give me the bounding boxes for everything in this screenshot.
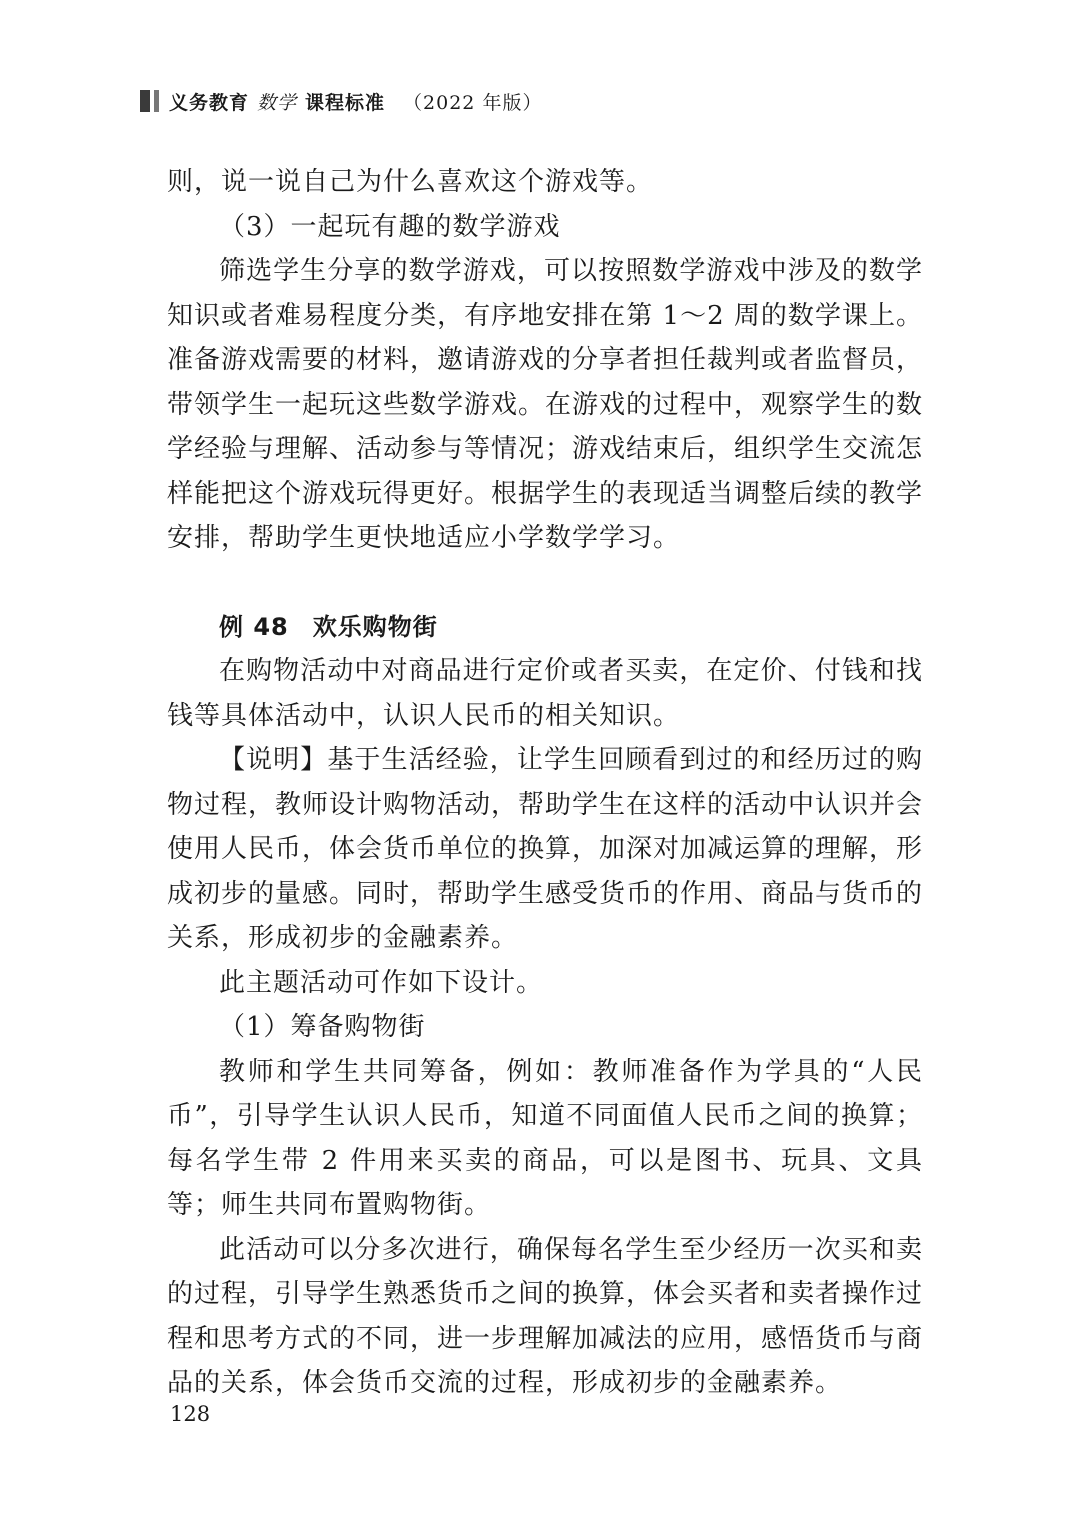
header-title-part2: 数学: [257, 91, 298, 114]
item-3-heading: （3）一起玩有趣的数学游戏: [219, 211, 561, 242]
item-1-paragraph: 教师和学生共同筹备，例如：教师准备作为学具的“人民币”，引导学生认识人民币，知道不同面值人民币之间的换算；每名学生带 2 件用来买卖的商品，可以是图书、玩具、文具等；师生共同布置购物街。: [167, 1056, 923, 1220]
note-label: 【说明】: [219, 745, 328, 775]
header-title-part1: 义务教育: [169, 91, 250, 114]
design-intro: 此主题活动可作如下设计。: [219, 967, 544, 998]
example-note: [167, 738, 923, 961]
example-intro: 在购物活动中对商品进行定价或者买卖，在定价、付钱和找钱等具体活动中，认识人民币的相关知识。: [167, 656, 923, 731]
header-title-part3: 课程标准: [305, 91, 386, 114]
header-bar-icon: [140, 90, 159, 112]
running-header: [140, 86, 542, 116]
continuation-paragraph: 则，说一说自己为什么喜欢这个游戏等。: [167, 167, 654, 197]
example-heading: [167, 605, 923, 650]
example-number: 例 48: [219, 612, 289, 641]
page-number: 128: [170, 1402, 211, 1426]
example-title: 欢乐购物街: [312, 612, 438, 641]
item-3-paragraph: 筛选学生分享的数学游戏，可以按照数学游戏中涉及的数学知识或者难易程度分类，有序地安排在第 1～2 周的数学课上。准备游戏需要的材料，邀请游戏的分享者担任裁判或者监督员，带领学生一起玩这些数学游戏。在游戏的过程中，观察学生的数学经验与理解、活动参与等情况；游戏结束后，组织学生交流怎样能把这个游戏玩得更好。根据学生的表现适当调整后续的教学安排，帮助学生更快地适应小学数学学习。: [167, 256, 924, 553]
item-1-paragraph-2: 此活动可以分多次进行，确保每名学生至少经历一次买和卖的过程，引导学生熟悉货币之间的换算，体会买者和卖者操作过程和思考方式的不同，进一步理解加减法的应用，感悟货币与商品的关系，体会货币交流的过程，形成初步的金融素养。: [167, 1234, 924, 1398]
note-text: 基于生活经验，让学生回顾看到过的和经历过的购物过程，教师设计购物活动，帮助学生在这样的活动中认识并会使用人民币，体会货币单位的换算，加深对加减运算的理解，形成初步的量感。同时，帮助学生感受货币的作用、商品与货币的关系，形成初步的金融素养。: [167, 745, 924, 953]
page-body: [167, 160, 923, 1406]
header-edition: （2022 年版）: [403, 91, 543, 114]
item-1-heading: （1）筹备购物街: [219, 1012, 426, 1042]
